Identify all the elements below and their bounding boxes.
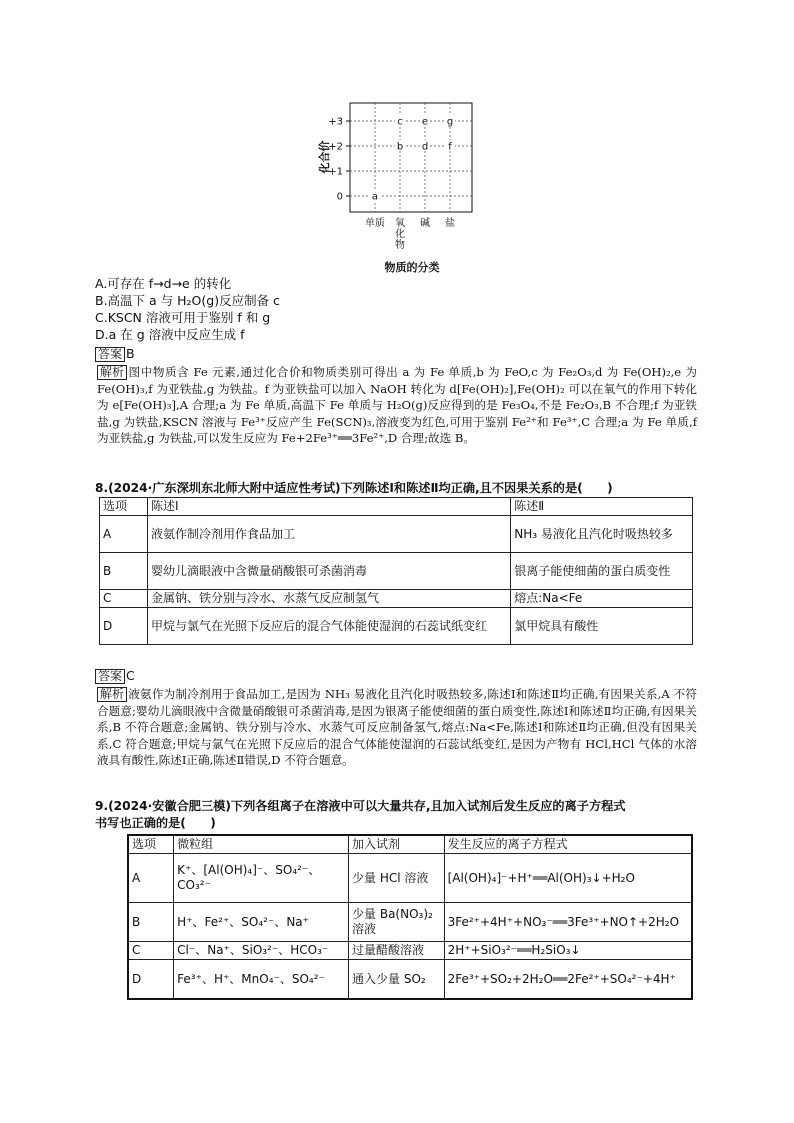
q8-table [99, 497, 693, 645]
table-cell: 2Fe³⁺+SO₂+2H₂O══2Fe²⁺+SO₄²⁻+4H⁺ [444, 960, 692, 1000]
table-row [100, 608, 693, 645]
table-header: 发生反应的离子方程式 [444, 835, 692, 854]
x-category-label: 氧化物 [395, 218, 405, 251]
point-label: a [371, 191, 379, 203]
q7-option-b: B.高温下 a 与 H₂O(g)反应制备 c [95, 293, 280, 308]
table-row [128, 942, 692, 960]
q9-stem-line2: 书写也正确的是( ) [95, 816, 216, 830]
table-header: 陈述Ⅰ [147, 498, 510, 516]
table-cell: 甲烷与氯气在光照下反应后的混合气体能使湿润的石蕊试纸变红 [147, 608, 510, 645]
q9-stem-line1: 9.(2024·安徽合肥三模)下列各组离子在溶液中可以大量共存,且加入试剂后发生反应的离子方程式 [95, 799, 626, 813]
table-row [128, 854, 692, 903]
q8-stem: 8.(2024·广东深圳东北师大附中适应性考试)下列陈述Ⅰ和陈述Ⅱ均正确,且不因果关系的是( ) [95, 481, 613, 495]
q7-answer-value: B [126, 346, 135, 361]
table-cell: NH₃ 易液化且汽化时吸热较多 [511, 516, 693, 553]
table-cell: 银离子能使细菌的蛋白质变性 [511, 553, 693, 590]
table-header: 选项 [100, 498, 148, 516]
table-row [100, 516, 693, 553]
table-cell: K⁺、[Al(OH)₄]⁻、SO₄²⁻、CO₃²⁻ [174, 854, 349, 903]
y-tick-label: +2 [328, 141, 343, 153]
table-cell: D [128, 960, 174, 1000]
q8-answer-value: C [126, 668, 135, 683]
table-cell: 熔点:Na<Fe [511, 590, 693, 608]
table-header-row [100, 498, 693, 516]
table-cell: Cl⁻、Na⁺、SiO₃²⁻、HCO₃⁻ [174, 942, 349, 960]
answer-tag: 答案 [95, 669, 125, 684]
table-cell: A [100, 516, 148, 553]
point-label: c [397, 116, 403, 128]
table-cell: 2H⁺+SiO₃²⁻══H₂SiO₃↓ [444, 942, 692, 960]
q7-analysis [97, 364, 697, 447]
q7-option-c: C.KSCN 溶液可用于鉴别 f 和 g [95, 310, 271, 325]
valence-chart [300, 95, 490, 275]
table-cell: B [128, 903, 174, 942]
table-header: 加入试剂 [349, 835, 445, 854]
q8-answer [95, 668, 135, 684]
point-label: e [421, 116, 429, 128]
q7-option-a: A.可存在 f→d→e 的转化 [95, 276, 232, 291]
q8-analysis-text: 液氨作为制冷剂用于食品加工,是因为 NH₃ 易液化且汽化时吸热较多,陈述Ⅰ和陈述Ⅱ均正确,有因果关系,A 不符合题意;婴幼儿滴眼液中含微量硝酸银可杀菌消毒,是因为银离子能使细菌的蛋白质变性,陈述Ⅰ和陈述Ⅱ均正确,有因果关系,B 不符合题意;金属钠、铁分别与冷水、水蒸气可反应制备氢气,熔点:Na<Fe,陈述Ⅰ和陈述Ⅱ均正确,但没有因果关系,C 符合题意;甲烷与氯气在光照下反应后的混合气体能使湿润的石蕊试纸变红,是因为产物有 HCl,HCl 气体的水溶液具有酸性,陈述Ⅰ正确,陈述Ⅱ错误,D 不符合题意。 [97, 687, 697, 768]
q7-answer [95, 346, 135, 362]
q7-analysis-text: 图中物质含 Fe 元素,通过化合价和物质类别可得出 a 为 Fe 单质,b 为 FeO,c 为 Fe₂O₃,d 为 Fe(OH)₂,e 为 Fe(OH)₃,f 为亚铁盐,g 为铁盐。f 为亚铁盐可以加入 NaOH 转化为 d[Fe(OH)₂],Fe(OH)₂ 可以在氧气的作用下转化为 e[Fe(OH)₃],A 合理;a 为 Fe 单质,高温下 Fe 单质与 H₂O(g)反应得到的是 Fe₃O₄,不是 Fe₂O₃,B 不合理;f 为亚铁盐,g 为铁盐,KSCN 溶液与 Fe³⁺反应产生 Fe(SCN)₃,溶液变为红色,可用于鉴别 Fe²⁺和 Fe³⁺,C 合理;a 为 Fe 单质,f 为亚铁盐,g 为铁盐,可以发生反应为 Fe+2Fe³⁺══3Fe²⁺,D 合理;故选 B。 [97, 365, 697, 446]
q8-analysis [97, 686, 697, 769]
table-cell: 通入少量 SO₂ [349, 960, 445, 1000]
q7-option-d: D.a 在 g 溶液中反应生成 f [95, 327, 245, 342]
table-cell: 婴幼儿滴眼液中含微量硝酸银可杀菌消毒 [147, 553, 510, 590]
point-label: f [448, 141, 452, 153]
table-row [128, 903, 692, 942]
table-cell: 少量 Ba(NO₃)₂ 溶液 [349, 903, 445, 942]
y-axis-label: 化合价 [318, 140, 331, 174]
table-cell: C [128, 942, 174, 960]
x-category-label: 碱 [420, 218, 430, 229]
point-label: d [421, 141, 429, 153]
y-tick-label: 0 [336, 191, 343, 203]
table-cell: 金属钠、铁分别与冷水、水蒸气反应制氢气 [147, 590, 510, 608]
y-tick-label: +1 [328, 166, 343, 178]
answer-tag: 答案 [95, 347, 125, 362]
q9-table [127, 834, 693, 1000]
x-axis-label: 物质的分类 [384, 261, 440, 274]
table-cell: H⁺、Fe²⁺、SO₄²⁻、Na⁺ [174, 903, 349, 942]
table-header: 陈述Ⅱ [511, 498, 693, 516]
analysis-tag: 解析 [97, 687, 127, 702]
table-cell: 3Fe²⁺+4H⁺+NO₃⁻══3Fe³⁺+NO↑+2H₂O [444, 903, 692, 942]
table-cell: A [128, 854, 174, 903]
table-header: 微粒组 [174, 835, 349, 854]
table-cell: B [100, 553, 148, 590]
point-label: b [396, 141, 404, 153]
table-cell: 少量 HCl 溶液 [349, 854, 445, 903]
analysis-tag: 解析 [97, 365, 127, 380]
table-cell: 液氨作制冷剂用作食品加工 [147, 516, 510, 553]
x-category-label: 单质 [365, 218, 385, 229]
table-cell: [Al(OH)₄]⁻+H⁺══Al(OH)₃↓+H₂O [444, 854, 692, 903]
x-category-label: 盐 [445, 218, 455, 229]
table-header-row [128, 835, 692, 854]
table-row [100, 590, 693, 608]
table-row [128, 960, 692, 1000]
point-label: g [446, 116, 454, 128]
table-row [100, 553, 693, 590]
y-tick-label: +3 [328, 116, 343, 128]
table-cell: D [100, 608, 148, 645]
table-cell: C [100, 590, 148, 608]
table-cell: 过量醋酸溶液 [349, 942, 445, 960]
table-cell: 氯甲烷具有酸性 [511, 608, 693, 645]
table-header: 选项 [128, 835, 174, 854]
table-cell: Fe³⁺、H⁺、MnO₄⁻、SO₄²⁻ [174, 960, 349, 1000]
